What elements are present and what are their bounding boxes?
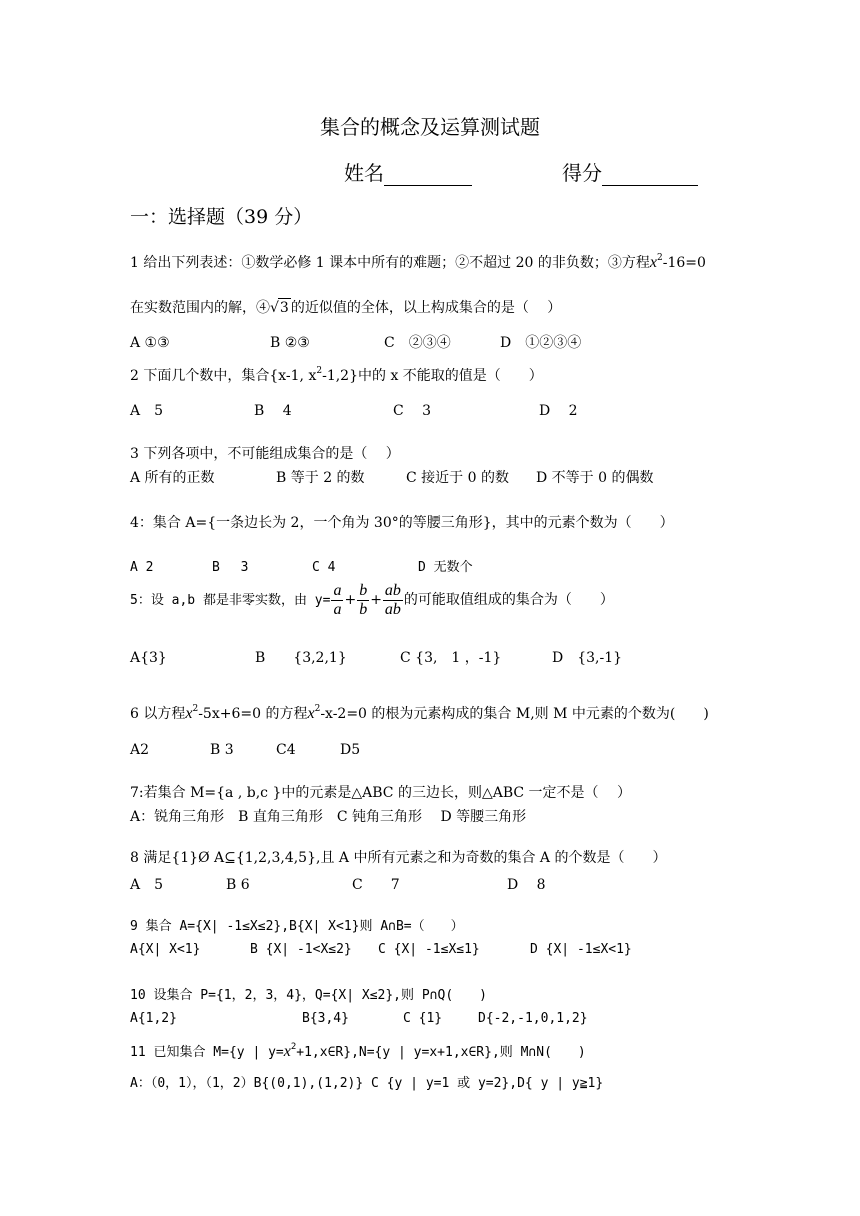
- question-5-text-b: 的可能取值组成的集合为（ ）: [403, 592, 614, 608]
- question-3-option-d: D 不等于 0 的偶数: [536, 470, 654, 486]
- fraction-ab-over-ab: [383, 582, 403, 619]
- question-4-option-a: A 2: [130, 560, 154, 575]
- question-1-var: x: [649, 254, 657, 271]
- question-1-option-c: C ②③④: [384, 335, 451, 351]
- name-blank: [384, 163, 472, 186]
- fraction-a-over-a: [331, 582, 343, 619]
- question-2-text: [130, 367, 543, 385]
- question-11-text-b: +1,x∈R},N={y | y=x+1,x∈R},则 M∩N( ): [296, 1045, 586, 1060]
- question-6-text-a: 6 以方程: [130, 706, 186, 722]
- name-field: [344, 160, 472, 186]
- score-blank: [602, 163, 698, 186]
- question-6-option-c: C4: [276, 742, 296, 758]
- question-5-option-b: B {3,2,1}: [255, 650, 347, 666]
- question-2-text-a: 2 下面几个数中，集合{x-1, x: [130, 368, 317, 384]
- fraction-numerator: a: [333, 581, 342, 599]
- question-10-text: 10 设集合 P={1，2，3，4}，Q={X| X≤2},则 P∩Q( ): [130, 988, 487, 1003]
- question-3-text: 3 下列各项中，不可能组成集合的是（ ）: [130, 446, 400, 462]
- question-1-exp: 2: [657, 253, 663, 263]
- fraction-b-over-b: [357, 582, 369, 619]
- question-11-text-a: 11 已知集合 M={y | y=: [130, 1045, 284, 1060]
- question-1-text-d: 的近似值的全体，以上构成集合的是（ ）: [290, 300, 562, 316]
- question-5-text-a: 5：设 a,b 都是非零实数，由 y=: [130, 593, 331, 608]
- question-10-option-b: B{3,4}: [302, 1011, 349, 1026]
- question-1-text-a: 1 给出下列表述：①数学必修 1 课本中所有的难题；②不超过 20 的非负数；③方程: [130, 255, 650, 271]
- question-10-option-a: A{1,2}: [130, 1011, 177, 1026]
- sqrt-radicand: 3: [279, 300, 289, 316]
- question-1-option-a: A ①③: [130, 335, 170, 351]
- question-4-option-d: D 无数个: [418, 560, 473, 575]
- question-8-text: 8 满足{1}Ø A⊆{1,2,3,4,5},且 A 中所有元素之和为奇数的集合 A 的个数是（ ）: [130, 850, 667, 866]
- question-8-option-d: D 8: [507, 877, 546, 893]
- question-9-option-a: A{X| X<1}: [130, 942, 201, 957]
- question-3-option-c: C 接近于 0 的数: [406, 470, 509, 486]
- question-11-text: [130, 1043, 586, 1062]
- score-field: [562, 160, 698, 186]
- question-1-option-d: D ①②③④: [500, 335, 582, 351]
- question-1-line-2: [130, 298, 561, 317]
- question-1-text-b: -16=0: [662, 255, 706, 271]
- sqrt-sign: √: [270, 300, 279, 316]
- question-6-exp-1: 2: [192, 704, 199, 714]
- question-6-text: [130, 705, 709, 723]
- fraction-numerator: b: [359, 581, 368, 599]
- question-6-text-b: -5x+6=0 的方程: [198, 706, 308, 722]
- question-2-option-d: D 2: [539, 403, 578, 419]
- section-heading: 一：选择题（39 分）: [130, 206, 313, 228]
- question-1-option-b: B ②③: [270, 335, 310, 351]
- score-label: 得分: [562, 161, 602, 185]
- question-3-option-b: B 等于 2 的数: [276, 470, 365, 486]
- question-8-option-c: C 7: [352, 877, 400, 893]
- question-11-options: A：（0，1），（1，2）B{(0,1),(1,2)} C {y | y=1 或 y=2},D{ y | y≧1}: [130, 1076, 604, 1091]
- question-2-text-b: -1,2}中的 x 不能取的值是（ ）: [322, 368, 543, 384]
- question-10-option-c: C {1}: [403, 1011, 443, 1026]
- name-label: 姓名: [344, 161, 384, 185]
- question-6-option-a: A2: [130, 742, 150, 758]
- question-9-option-b: B {X| -1<X≤2}: [250, 942, 352, 957]
- question-1-text-c: 在实数范围内的解，④: [130, 300, 270, 316]
- question-9-option-d: D {X| -1≤X<1}: [530, 942, 632, 957]
- question-6-var-1: x: [185, 705, 193, 722]
- question-4-text: 4：集合 A={一条边长为 2，一个角为 30°的等腰三角形}，其中的元素个数为（ ）: [130, 515, 674, 531]
- question-7-text: 7:若集合 M={a , b,c }中的元素是△ABC 的三边长，则△ABC 一定不是（ ）: [130, 785, 631, 801]
- question-6-exp-2: 2: [314, 704, 321, 714]
- question-5-option-a: A{3}: [130, 650, 167, 666]
- question-2-option-a: A 5: [130, 403, 164, 419]
- question-7-options: A：锐角三角形 B 直角三角形 C 钝角三角形 D 等腰三角形: [130, 809, 527, 825]
- fraction-denominator: a: [333, 600, 342, 618]
- question-9-option-c: C {X| -1≤X≤1}: [378, 942, 480, 957]
- question-8-option-b: B 6: [226, 877, 250, 893]
- question-2-exp: 2: [316, 366, 323, 376]
- question-6-option-b: B 3: [210, 742, 234, 758]
- question-2-option-b: B 4: [254, 403, 292, 419]
- question-6-option-d: D5: [340, 742, 361, 758]
- question-6-text-c: -x-2=0 的根为元素构成的集合 M,则 M 中元素的个数为( ): [320, 706, 709, 722]
- question-3-option-a: A 所有的正数: [130, 470, 215, 486]
- plus-sign: +: [370, 592, 382, 608]
- fraction-denominator: ab: [384, 600, 401, 618]
- question-9-text: 9 集合 A={X| -1≤X≤2},B{X| X<1}则 A∩B=（ ）: [130, 919, 464, 934]
- plus-sign: +: [344, 592, 357, 608]
- question-8-option-a: A 5: [130, 877, 164, 893]
- question-4-option-c: C 4: [312, 560, 336, 575]
- question-11-exp: 2: [290, 1042, 297, 1052]
- question-5-option-d: D {3,-1}: [552, 650, 623, 666]
- question-6-var-2: x: [307, 705, 315, 722]
- fraction-denominator: b: [359, 600, 368, 618]
- question-4-option-b: B 3: [212, 560, 249, 575]
- question-5-text: [130, 580, 614, 621]
- question-5-option-c: C {3, 1 ，-1}: [400, 650, 502, 666]
- page-title: 集合的概念及运算测试题: [320, 115, 540, 139]
- fraction-numerator: ab: [384, 581, 401, 599]
- question-2-option-c: C 3: [393, 403, 432, 419]
- question-11-var: x: [283, 1043, 291, 1060]
- question-10-option-d: D{-2,-1,0,1,2}: [478, 1011, 588, 1026]
- question-1-line-1: [130, 254, 706, 272]
